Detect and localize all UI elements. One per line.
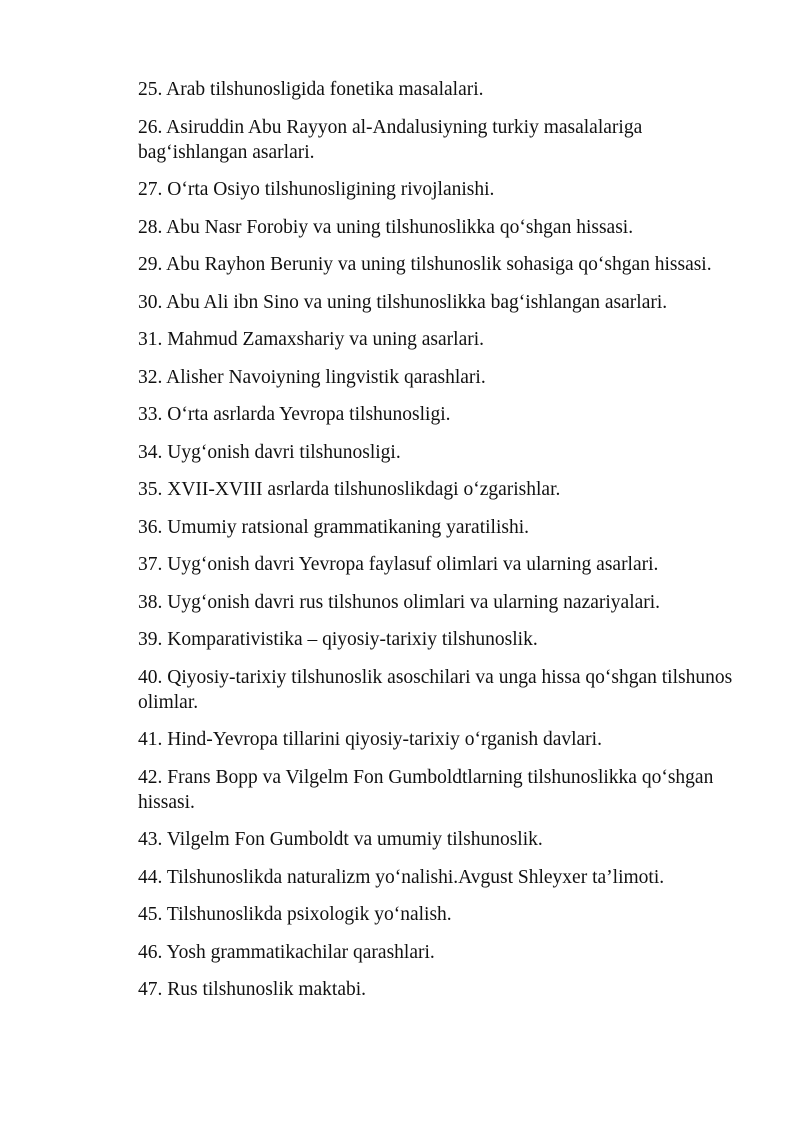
list-item: 29. Abu Rayhon Beruniy va uning tilshunoslik sohasiga qo‘shgan hissasi. [138,254,712,275]
list-item: 31. Mahmud Zamaxshariy va uning asarlari. [138,329,485,350]
list-item: 27. O‘rta Osiyo tilshunosligining rivojlanishi. [138,179,495,200]
list-item: 36. Umumiy ratsional grammatikaning yaratilishi. [138,516,530,538]
topic-list [138,77,738,1015]
list-item: 45. Tilshunoslikda psixologik yo‘nalish. [138,904,452,925]
list-item: 30. Abu Ali ibn Sino va uning tilshunoslikka bag‘ishlangan asarlari. [138,291,668,313]
list-item: 35. XVII-XVIII asrlarda tilshunoslikdagi o‘zgarishlar. [138,479,561,500]
list-item: 46. Yosh grammatikachilar qarashlari. [138,941,435,963]
list-item: 25. Arab tilshunosligida fonetika masalalari. [138,79,484,100]
list-item: 33. O‘rta asrlarda Yevropa tilshunosligi. [138,404,451,425]
list-item: 44. Tilshunoslikda naturalizm yo‘nalishi.Avgust Shleyxer ta’limoti. [138,866,665,888]
list-item: 37. Uyg‘onish davri Yevropa faylasuf olimlari va ularning asarlari. [138,554,659,575]
list-item: 40. Qiyosiy-tarixiy tilshunoslik asoschilari va unga hissa qo‘shgan tilshunos olimlar. [138,666,733,713]
list-item: 41. Hind-Yevropa tillarini qiyosiy-tarixiy o‘rganish davlari. [138,729,602,750]
list-item: 47. Rus tilshunoslik maktabi. [138,979,367,1000]
list-item: 26. Asiruddin Abu Rayyon al-Andalusiyning turkiy masalalariga bag‘ishlangan asarlari. [138,116,643,163]
list-item: 32. Alisher Navoiyning lingvistik qarashlari. [138,366,486,388]
list-item: 28. Abu Nasr Forobiy va uning tilshunoslikka qo‘shgan hissasi. [138,216,634,238]
list-item: 43. Vilgelm Fon Gumboldt va umumiy tilshunoslik. [138,829,543,850]
list-item: 34. Uyg‘onish davri tilshunosligi. [138,441,401,463]
list-item: 38. Uyg‘onish davri rus tilshunos olimlari va ularning nazariyalari. [138,591,661,613]
list-item: 39. Komparativistika – qiyosiy-tarixiy tilshunoslik. [138,629,538,650]
list-item: 42. Frans Bopp va Vilgelm Fon Gumboldtlarning tilshunoslikka qo‘shgan hissasi. [138,766,714,813]
